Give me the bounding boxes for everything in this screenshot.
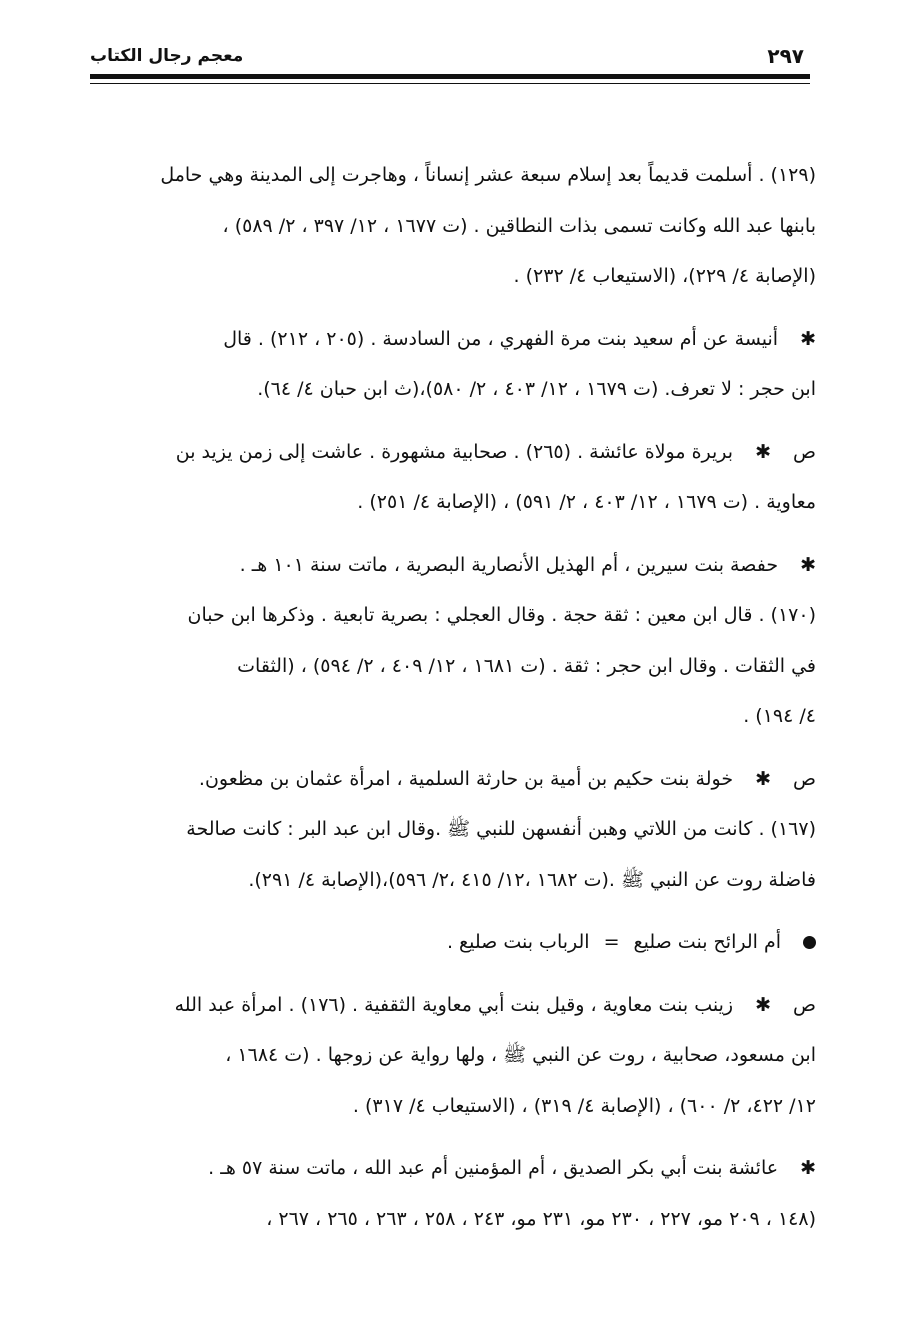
text-line: ابن حجر : لا تعرف. (ت ١٦٧٩ ، ١٢/ ٤٠٣ ، ٢/ ٥٨٠)،(ث ابن حبان ٤/ ٦٤). [257,378,816,400]
text-line: ٤/ ١٩٤) . [743,705,816,727]
entry-cross-reference [88,917,816,968]
entry-zaynab [88,980,816,1132]
text-line: أنيسة عن أم سعيد بنت مرة الفهري ، من السادسة . (٢٠٥ ، ٢١٢) . قال [223,327,779,350]
text-line: خولة بنت حكيم بن أمية بن حارثة السلمية ، امرأة عثمان بن مظعون. [198,767,734,790]
header-rule-thick [90,74,810,79]
text-line: معاوية . (ت ١٦٧٩ ، ١٢/ ٤٠٣ ، ٢/ ٥٩١) ، (الإصابة ٤/ ٢٥١) . [357,491,816,513]
text-line: فاضلة روت عن النبي ﷺ .(ت ١٦٨٢ ،١٢/ ٤١٥ ،٢/ ٥٩٦)،(الإصابة ٤/ ٢٩١). [248,868,816,891]
text-line: ابن مسعود، صحابية ، روت عن النبي ﷺ ، ولها رواية عن زوجها . (ت ١٦٨٤ ، [225,1044,816,1066]
sahih-sign-marker: ص [793,440,816,463]
star-marker-icon: ✱ [800,327,816,350]
text-line: (١٦٧) . كانت من اللاتي وهبن أنفسهن للنبي ﷺ .وقال ابن عبد البر : كانت صالحة [186,818,816,840]
star-marker-icon: ✱ [800,553,816,576]
text-line: زينب بنت معاوية ، وقيل بنت أبي معاوية الثقفية . (١٧٦) . امرأة عبد الله [174,993,734,1016]
equals-sign: = [603,931,620,953]
star-marker-icon: ✱ [755,440,772,463]
text-line: بريرة مولاة عائشة . (٢٦٥) . صحابية مشهورة . عاشت إلى زمن يزيد بن [175,440,734,463]
entry-barira [88,427,816,528]
sahih-sign-marker: ص [793,993,816,1016]
page-number: ٢٩٧ [767,44,804,68]
book-title: معجم رجال الكتاب [90,46,244,66]
page-body [88,150,816,1256]
star-marker-icon: ✱ [755,767,772,790]
bullet-icon [803,936,816,949]
entry-hafsa [88,540,816,742]
page-header [90,44,810,94]
text-line: (١٧٠) . قال ابن معين : ثقة حجة . وقال العجلي : بصرية تابعية . وذكرها ابن حبان [187,604,816,626]
text-line: عائشة بنت أبي بكر الصديق ، أم المؤمنين أم عبد الله ، ماتت سنة ٥٧ هـ . [208,1157,779,1179]
header-rule-thin [90,83,810,84]
entry-khawla [88,754,816,906]
cross-ref-right: الرباب بنت صليع . [446,931,590,953]
star-marker-icon: ✱ [800,1157,816,1179]
sahih-sign-marker: ص [793,767,816,790]
text-line: حفصة بنت سيرين ، أم الهذيل الأنصارية البصرية ، ماتت سنة ١٠١ هـ . [239,553,779,576]
entry-anisa [88,314,816,415]
star-marker-icon: ✱ [755,993,772,1016]
text-line: (١٤٨ ، ٢٠٩ مو، ٢٢٧ ، ٢٣٠ مو، ٢٣١ مو، ٢٤٣ ، ٢٥٨ ، ٢٦٣ ، ٢٦٥ ، ٢٦٧ ، [266,1207,816,1230]
text-line: في الثقات . وقال ابن حجر : ثقة . (ت ١٦٨١ ، ١٢/ ٤٠٩ ، ٢/ ٥٩٤) ، (الثقات [237,654,816,677]
text-line: (١٢٩) . أسلمت قديماً بعد إسلام سبعة عشر إنساناً ، وهاجرت إلى المدينة وهي حامل [160,164,816,186]
text-line: ١٢/ ٤٢٢، ٢/ ٦٠٠) ، (الإصابة ٤/ ٣١٩) ، (الاستيعاب ٤/ ٣١٧) . [352,1094,816,1117]
entry-continuation [88,150,816,302]
text-line: بابنها عبد الله وكانت تسمى بذات النطاقين . (ت ١٦٧٧ ، ١٢/ ٣٩٧ ، ٢/ ٥٨٩) ، [222,214,816,237]
text-line: (الإصابة ٤/ ٢٢٩)، (الاستيعاب ٤/ ٢٣٢) . [513,265,816,287]
entry-aisha [88,1143,816,1244]
cross-ref-left: أم الرائح بنت صليع [633,931,781,953]
